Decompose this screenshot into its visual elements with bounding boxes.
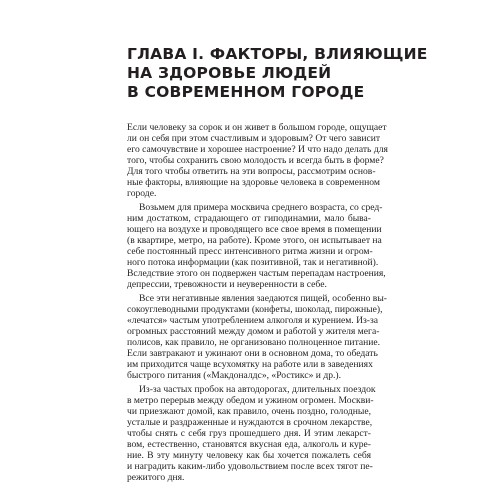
text-line: сокоуглеводными продуктами (конфеты, шоколад, пирожные), [127, 304, 383, 315]
text-line: ющего на воздухе и проводящего все свое время в помещении [127, 223, 382, 235]
text-line: его самочувствие и хорошее настроение? И что надо делать для [127, 143, 388, 155]
text-line: того, чтобы сохранить свою молодость и всегда быть в форме? [127, 154, 384, 166]
text-line: Если человеку за сорок и он живет в большом городе, ощущает [127, 122, 387, 133]
text-line: полисов, как правило, не организовано полноценное питание. [127, 336, 381, 348]
text-line: ли он себя при этом счастливым и здоровым? От чего зависит [127, 132, 381, 144]
text-line: быстрого питания («Макдоналдс», «Ростикс» и др.). [127, 369, 342, 381]
text-line: вом, естественно, становятся вкусная еда, алкоголь и куре- [127, 438, 371, 450]
text-line: депрессии, тревожности и неуверенности в себе. [127, 278, 327, 290]
text-line: Все эти негативные явления заедаются пищей, особенно вы- [139, 293, 387, 305]
text-line: ного потока информации (как позитивной, так и негативной). [127, 256, 379, 268]
text-line: ные факторы, влияющие на здоровье человека в современном [127, 176, 380, 188]
text-line: (в квартире, метро, на работе). Кроме этого, он испытывает на [127, 234, 382, 246]
text-line: Из-за частых пробок на автодорогах, длительных поездок [139, 384, 376, 396]
text-line: чи приезжают домой, как правило, очень поздно, голодные, [127, 405, 371, 417]
paragraph [127, 384, 376, 483]
chapter-title-line: НА ЗДОРОВЬЕ ЛЮДЕЙ [127, 64, 332, 82]
text-line: им приходится чаще всухомятку на работе или в заведениях [127, 358, 373, 370]
text-line: ним достатком, страдающего от гиподинамии, мало быва- [127, 213, 371, 224]
text-line: Вследствие этого он подвержен частым перепадам настроения, [127, 267, 386, 279]
chapter-title-line: В СОВРЕМЕННОМ ГОРОДЕ [127, 83, 365, 101]
paragraph [127, 122, 388, 200]
text-line: огромных расстояний между домом и работой у жителя мега- [127, 325, 380, 337]
text-line: Если завтракают и ужинают они в основном дома, то обедать [127, 347, 378, 359]
text-line: ние. В эту минуту человеку как бы хочется пожалеть себя [127, 449, 371, 461]
text-line: и наградить каким-либо удовольствием после всех тягот пе- [127, 460, 373, 472]
text-line: городе. [127, 187, 157, 199]
chapter-title [127, 45, 428, 102]
text-line: Для того чтобы ответить на эти вопросы, рассмотрим основ- [127, 165, 376, 177]
text-line: себе постоянный пресс интенсивного ритма жизни и огром- [127, 245, 373, 257]
text-line: в метро перерыв между обедом и ужином огромен. Москви- [127, 395, 374, 406]
paragraph [127, 202, 386, 291]
chapter-title-line: ГЛАВА I. ФАКТОРЫ, ВЛИЯЮЩИЕ [127, 45, 428, 63]
paragraph [127, 293, 387, 382]
text-line: чтобы снять с себя груз прошедшего дня. И этим лекарст- [127, 427, 371, 439]
text-line: Возьмем для примера москвича среднего возраста, со сред- [139, 202, 383, 214]
text-line: режитого дня. [127, 471, 185, 483]
body-text [127, 122, 388, 484]
text-line: усталые и раздраженные и нуждаются в срочном лекарстве, [127, 416, 373, 428]
text-line: «лечатся» частым употреблением алкоголя и курением. Из-за [127, 314, 379, 326]
